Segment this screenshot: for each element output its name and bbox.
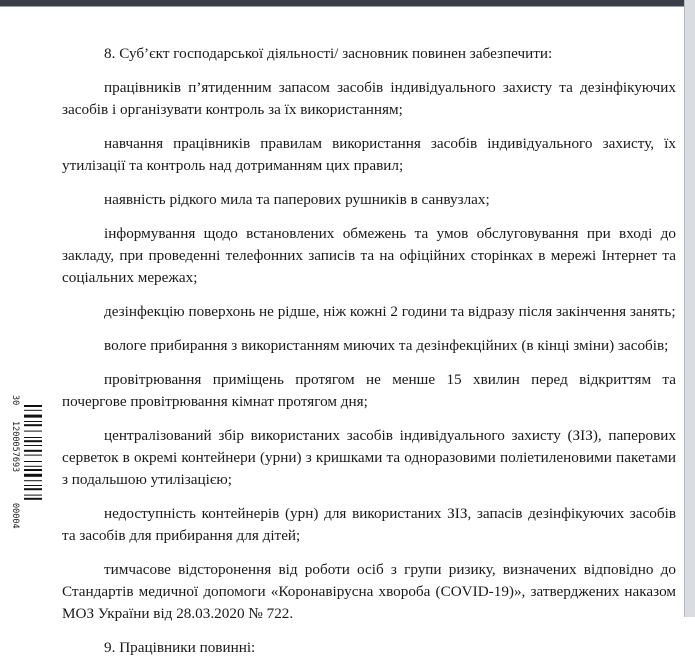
barcode-stripe	[24, 495, 42, 496]
vertical-scrollbar[interactable]	[684, 0, 695, 617]
barcode-stripe	[24, 488, 42, 490]
barcode-number-bottom: 00004	[10, 503, 20, 529]
barcode-bars	[24, 405, 42, 525]
barcode-stripe	[24, 450, 42, 452]
list-item-disinfection: дезінфекцію поверхонь не рідше, ніж кожні 2 години та відразу після закінчення занять;	[104, 303, 676, 320]
barcode-stripe	[24, 480, 42, 481]
barcode-stripe	[24, 485, 42, 486]
barcode-number-main: 1200057693	[10, 421, 20, 473]
barcode-stripe	[24, 424, 42, 426]
barcode-stripe	[24, 455, 42, 456]
barcode-stripe	[24, 466, 42, 467]
barcode-stripe	[24, 410, 42, 411]
barcode-number-top: 30	[10, 395, 20, 406]
barcode-stripe	[24, 421, 42, 422]
barcode-stripe	[24, 461, 42, 462]
list-item-ppe-collection: централізований збір використаних засобів індивідуального захисту (ЗІЗ), паперових серветок в окремі контейнери (урни) з кришками та одноразовими поліетиленовими пакетами з подальшою утилізацією;	[62, 427, 676, 488]
barcode-stamp	[10, 395, 46, 555]
barcode-stripe	[24, 474, 42, 477]
list-item-risk-group: тимчасове відсторонення від роботи осіб з групи ризику, визначених відповідно до Стандартів медичної допомоги «Коронавірусна хвороба (COVID-19)», затверджених наказом МОЗ України від 28.03.2020 № 722.	[62, 561, 676, 622]
section-9-heading: 9. Працівники повинні:	[104, 639, 256, 656]
barcode-stripe	[24, 437, 42, 438]
barcode-stripe	[24, 431, 42, 432]
barcode-stripe	[24, 469, 42, 471]
barcode-stripe	[24, 445, 42, 446]
list-item-ppe-stock: працівників п’ятиденним запасом засобів індивідуального захисту та дезінфікуючих засобів і організувати контроль за їх використанням;	[62, 79, 676, 118]
list-item-wet-cleaning: вологе прибирання з використанням миючих та дезінфекційних (в кінці зміни) засобів;	[104, 337, 669, 354]
section-8-heading: 8. Суб’єкт господарської діяльності/ засновник повинен забезпечити:	[104, 45, 553, 62]
document-page	[0, 7, 684, 656]
barcode-stripe	[24, 415, 42, 418]
barcode-stripe	[24, 440, 42, 442]
list-item-staff-training: навчання працівників правилам використання засобів індивідуального захисту, їх утилізації та контроль над дотриманням цих правил;	[62, 135, 676, 174]
list-item-soap-towels: наявність рідкого мила та паперових рушників в санвузлах;	[104, 191, 490, 208]
barcode-stripe	[24, 405, 42, 407]
barcode-stripe	[24, 498, 42, 500]
list-item-container-access: недоступність контейнерів (урн) для використаних ЗІЗ, запасів дезінфікуючих засобів та засобів для прибирання для дітей;	[62, 505, 676, 544]
list-item-informing: інформування щодо встановлених обмежень та умов обслуговування при вході до закладу, при проведенні телефонних записів та на офіційних сторінках в мережі Інтернет та соціальних мережах;	[62, 225, 676, 286]
list-item-ventilation: провітрювання приміщень протягом не менше 15 хвилин перед відкриттям та почергове провітрювання кімнат протягом дня;	[62, 371, 676, 410]
document-body	[62, 43, 676, 671]
